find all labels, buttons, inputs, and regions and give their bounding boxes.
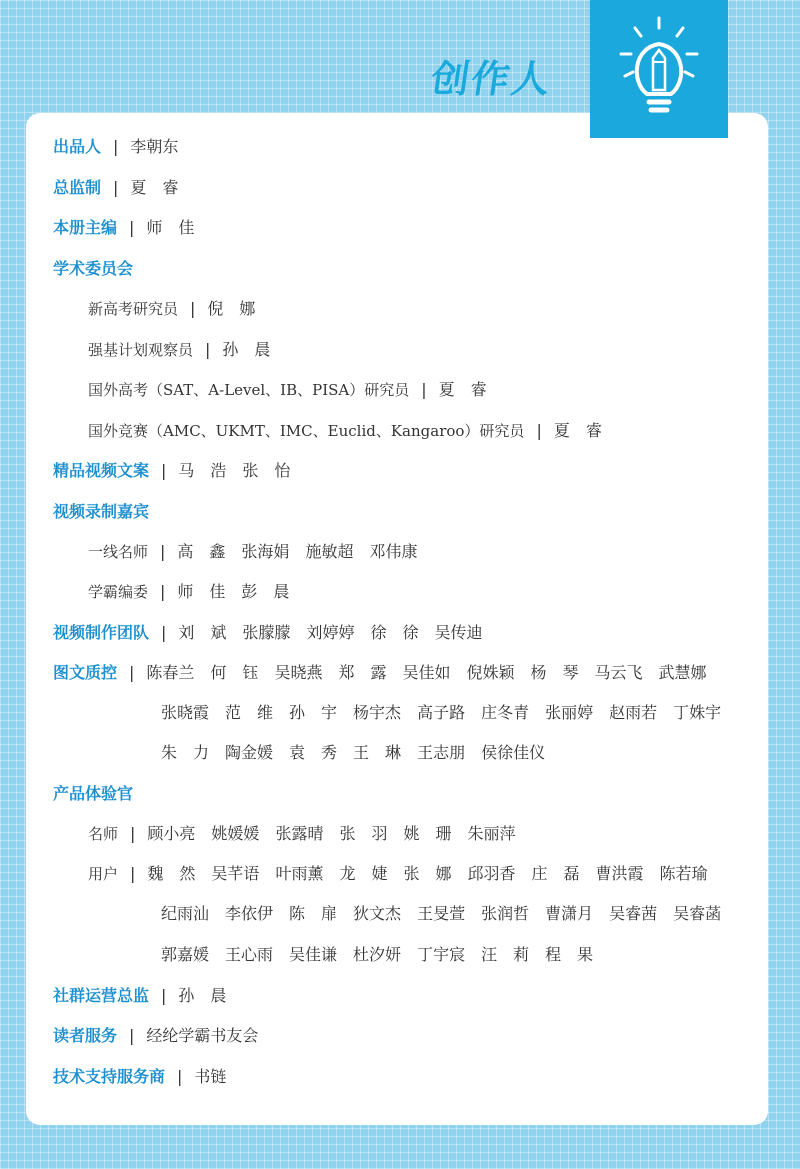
row-reader: 读者服务 | 经纶学霸书友会 (53, 1026, 259, 1045)
row-experience-4: 郭嘉媛 王心雨 吴佳谦 杜汐妍 丁宇宸 汪 莉 程 果 (161, 945, 594, 964)
row-committee-2: 强基计划观察员 | 孙 晨 (88, 340, 271, 359)
row-label: 图文质控 (53, 663, 118, 682)
lightbulb-pencil-icon (590, 0, 728, 138)
row-label: 本册主编 (53, 218, 118, 237)
row-label: 学术委员会 (53, 259, 134, 278)
row-publisher: 出品人 | 李朝东 (53, 137, 179, 156)
row-guests-2: 学霸编委 | 师 佳 彭 晨 (88, 582, 290, 601)
row-community: 社群运营总监 | 孙 晨 (53, 986, 227, 1005)
row-label: 读者服务 (53, 1026, 118, 1045)
row-guests-1: 一线名师 | 高 鑫 张海娟 施敏超 邓伟康 (88, 542, 418, 561)
row-experience-2: 用户 | 魏 然 吴芊语 叶雨薰 龙 婕 张 娜 邱羽香 庄 磊 曹洪霞 陈若瑜 (88, 864, 708, 883)
row-director: 总监制 | 夏 睿 (53, 178, 179, 197)
row-qc: 图文质控 | 陈春兰 何 钰 吴晓燕 郑 露 吴佳如 倪姝颖 杨 琴 马云飞 武慧娜 (53, 663, 707, 682)
row-label: 出品人 (53, 137, 102, 156)
row-committee-3: 国外高考（SAT、A-Level、IB、PISA）研究员 | 夏 睿 (88, 380, 487, 399)
row-label: 总监制 (53, 178, 102, 197)
content-card (26, 113, 768, 1125)
row-qc-3: 朱 力 陶金媛 袁 秀 王 琳 王志朋 侯徐佳仪 (161, 743, 546, 762)
row-label: 技术支持服务商 (53, 1067, 166, 1086)
row-editor: 本册主编 | 师 佳 (53, 218, 195, 237)
row-experience-3: 纪雨汕 李依伊 陈 扉 狄文杰 王旻萱 张润哲 曹潇月 吴睿茜 吴睿菡 (161, 904, 722, 923)
row-tech: 技术支持服务商 | 书链 (53, 1067, 227, 1086)
row-committee-1: 新高考研究员 | 倪 娜 (88, 299, 256, 318)
row-guests (53, 501, 149, 523)
row-label: 视频制作团队 (53, 623, 150, 642)
row-qc-2: 张晓霞 范 维 孙 宇 杨宇杰 高子路 庄冬青 张丽婷 赵雨若 丁姝宇 (161, 703, 722, 722)
row-experience (53, 783, 133, 805)
row-experience-1: 名师 | 顾小亮 姚媛媛 张露晴 张 羽 姚 珊 朱丽萍 (88, 824, 516, 843)
row-label: 社群运营总监 (53, 986, 150, 1005)
row-label: 精品视频文案 (53, 461, 150, 480)
row-committee-4: 国外竞赛（AMC、UKMT、IMC、Euclid、Kangaroo）研究员 | 夏 睿 (88, 421, 602, 440)
row-committee (53, 258, 133, 280)
row-label: 视频录制嘉宾 (53, 502, 150, 521)
row-label: 产品体验官 (53, 784, 134, 803)
page-title: 创作人 (428, 57, 555, 101)
row-video-copy: 精品视频文案 | 马 浩 张 怡 (53, 461, 291, 480)
row-team: 视频制作团队 | 刘 斌 张朦朦 刘婷婷 徐 徐 吴传迪 (53, 623, 483, 642)
